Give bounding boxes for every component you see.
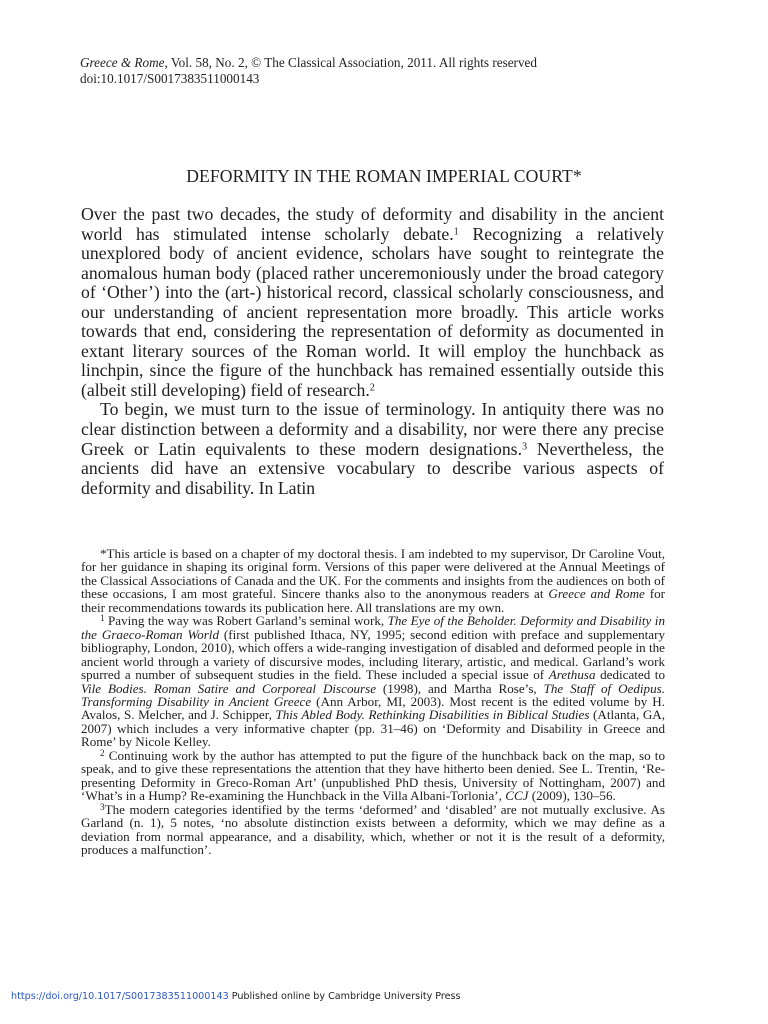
footnote-italic: This Abled Body. Rethinking Disabilities in Biblical Studies — [275, 707, 590, 723]
journal-citation — [80, 55, 680, 71]
footnote-text: (1998), and Martha Rose’s, — [376, 680, 544, 696]
footnote-ref-3[interactable]: 3 — [522, 440, 528, 452]
page-footer — [11, 991, 611, 1002]
footnotes — [81, 547, 665, 856]
body-text: Recognizing a relatively unexplored body of ancient evidence, scholars have sought to reintegrate the anomalous human body (placed rather unceremoniously under the broad category of ‘Other’) into the (art-) historical record, classical scholarly consciousness, and our understanding of ancient representation more broadly. This article works towards that end, considering the representation of deformity as documented in extant literary sources of the Roman world. It will employ the hunchback as linchpin, since the figure of the hunchback has remained essentially outside this (albeit still developing) field of research. — [81, 223, 664, 400]
footnote-italic: CCJ — [505, 788, 529, 804]
paragraph-1 — [81, 205, 664, 400]
footnote-text: (first published Ithaca, NY, 1995; second edition with preface and supplementary bibliography, London, 2010), which offers a wide-ranging investigation of disabled and deformed people in the ancient world through a variety of discursive modes, including literary, artistic, and medical. Garland’s work spurred a number of subsequent studies in the field. These included a special issue of — [81, 626, 665, 683]
footnote-mark: 1 — [100, 613, 105, 624]
footnote-italic: Greece and Rome — [548, 586, 645, 602]
footnote-mark: * — [100, 546, 107, 561]
doi-link[interactable]: https://doi.org/10.1017/S0017383511000143 — [11, 991, 229, 1002]
footnote-text: for their recommendations towards its publication here. All translations are my own. — [81, 586, 665, 615]
body-text: Nevertheless, the ancients did have an extensive vocabulary to describe various aspects of deformity and disability. In Latin — [81, 438, 664, 498]
footnote-text: Paving the way was Robert Garland’s seminal work, — [104, 613, 388, 629]
footnote-italic: The Eye of the Beholder. Deformity and Disability in the Graeco-Roman World — [81, 613, 665, 642]
footnote-text: (Ann Arbor, MI, 2003). Most recent is the edited volume by H. Avalos, S. Melcher, and J. Schipper, — [81, 693, 665, 723]
footnote-star — [81, 547, 665, 614]
paragraph-2 — [81, 400, 664, 498]
article-body — [81, 205, 664, 498]
footnote-ref-2[interactable]: 2 — [369, 382, 375, 394]
footnote-text: Continuing work by the author has attempted to put the figure of the hunchback back on the map, so to speak, and to give these representations the attention that they have hitherto been denied. See L. Trentin, ‘Re-presenting Deformity in Greco-Roman Art’ (unpublished PhD thesis, University of Nottingham, 2007) and ‘What’s in a Hump? Re-examining the Hunchback in the Villa Albani-Torlonia’, — [81, 747, 665, 804]
footnote-mark: 2 — [100, 747, 105, 758]
footnote-italic: The Staff of Oedipus. Transforming Disability in Ancient Greece — [81, 680, 665, 709]
footnote-italic: Arethusa — [548, 667, 596, 683]
footnote-text: This article is based on a chapter of my doctoral thesis. I am indebted to my supervisor, Dr Caroline Vout, for her guidance in shaping its original form. Versions of this paper were delivered at the Annual Meetings of the Classical Associations of Canada and the UK. For the comments and insights from the audiences on both of these occasions, I am most grateful. Sincere thanks also to the anonymous readers at — [81, 546, 665, 602]
footnote-text: (2009), 130–56. — [528, 788, 616, 804]
article-title: DEFORMITY IN THE ROMAN IMPERIAL COURT* — [186, 166, 582, 186]
body-text: Over the past two decades, the study of deformity and disability in the ancient world has stimulated intense scholarly debate. — [81, 204, 664, 244]
footnote-2 — [81, 749, 665, 803]
footnote-text: The modern categories identified by the terms ‘deformed’ and ‘disabled’ are not mutually exclusive. As Garland (n. 1), 5 notes, ‘no absolute distinction exists between a deformity, which we may define as a deviation from normal appearance, and a disability, which, whether or not it is the result of a deformity, produces a malfunction’. — [81, 801, 665, 857]
footnote-ref-1[interactable]: 1 — [453, 225, 459, 237]
article-doi: doi:10.1017/S0017383511000143 — [80, 71, 260, 86]
footnote-3 — [81, 803, 665, 857]
footnote-mark: 3 — [100, 801, 105, 812]
footnote-text: (Atlanta, GA, 2007) which includes a very informative chapter (pp. 31–46) on ‘Deformity and Disability in Greece and Rome’ by Nicole Kelley. — [81, 707, 666, 750]
body-text: To begin, we must turn to the issue of terminology. In antiquity there was no clear distinction between a deformity and a disability, nor were there any precise Greek or Latin equivalents to these modern designations. — [81, 399, 664, 459]
footnote-text: dedicated to — [595, 667, 665, 683]
footnote-italic: Vile Bodies. Roman Satire and Corporeal Discourse — [81, 680, 377, 696]
volume-info: , Vol. 58, No. 2, © The Classical Association, 2011. All rights reserved — [164, 55, 537, 70]
running-header — [80, 55, 680, 87]
footnote-1 — [81, 614, 665, 749]
journal-name: Greece & Rome — [80, 55, 165, 70]
published-note: Published online by Cambridge University Press — [228, 991, 461, 1002]
